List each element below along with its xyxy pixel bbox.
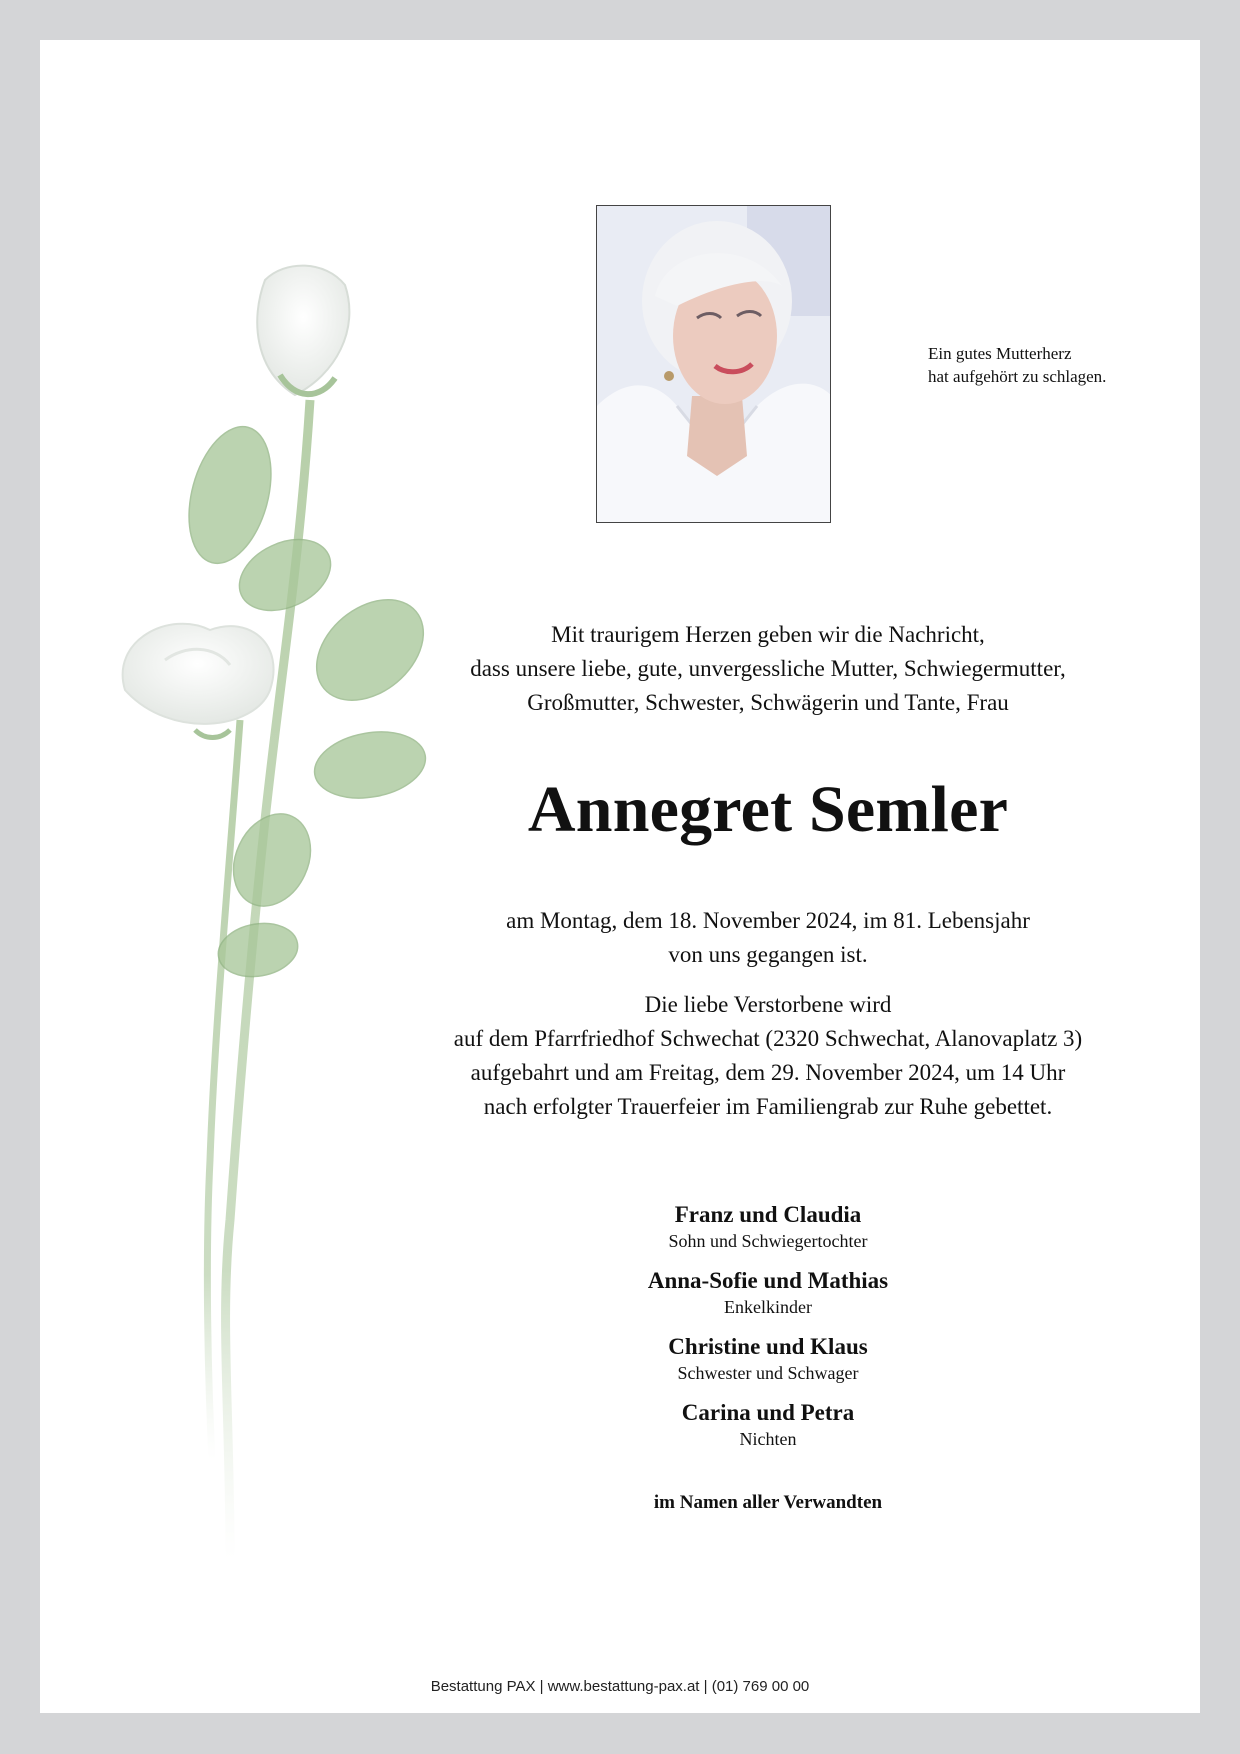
mourner-entry [400,1200,1136,1252]
mourner-entry [400,1332,1136,1384]
motto-line-1: Ein gutes Mutterherz [928,344,1072,363]
death-line-2: von uns gegangen ist. [668,942,868,967]
intro-line-2: dass unsere liebe, gute, unvergessliche Mutter, Schwiegermutter, [470,656,1066,681]
motto-line-2: hat aufgehört zu schlagen. [928,367,1107,386]
burial-line-1: Die liebe Verstorbene wird [644,992,892,1017]
mourner-relation: Nichten [739,1429,797,1449]
signoff-text: im Namen aller Verwandten [653,1492,883,1513]
rose-bloom-lower [123,624,274,738]
funeral-home-footer: Bestattung PAX | www.bestattung-pax.at | (01) 769 00 00 [430,1678,810,1695]
mourner-relation: Enkelkinder [724,1297,812,1317]
burial-paragraph [400,988,1136,1124]
mourner-relation: Sohn und Schwiegertochter [668,1231,868,1251]
intro-line-3: Großmutter, Schwester, Schwägerin und Tante, Frau [527,690,1009,715]
mourner-entry [400,1398,1136,1450]
burial-line-3: aufgebahrt und am Freitag, dem 29. November 2024, um 14 Uhr [470,1060,1066,1085]
death-line-1: am Montag, dem 18. November 2024, im 81. Lebensjahr [506,908,1030,933]
death-paragraph [400,904,1136,972]
mourner-relation: Schwester und Schwager [677,1363,859,1383]
mourner-names: Anna-Sofie und Mathias [647,1268,889,1293]
portrait-photo [596,205,831,523]
motto-text [928,342,1106,388]
rose-bud-top [257,266,349,395]
portrait-icon [597,206,831,523]
mourner-entry [400,1266,1136,1318]
burial-line-2: auf dem Pfarrfriedhof Schwechat (2320 Schwechat, Alanovaplatz 3) [453,1026,1083,1051]
mourner-names: Carina und Petra [681,1400,855,1425]
mourner-names: Franz und Claudia [674,1202,862,1227]
intro-paragraph [400,618,1136,720]
mourner-names: Christine und Klaus [668,1334,868,1359]
mourners-list [400,1200,1136,1464]
deceased-name: Annegret Semler [527,773,1009,846]
burial-line-4: nach erfolgter Trauerfeier im Familiengrab zur Ruhe gebettet. [483,1094,1053,1119]
intro-line-1: Mit traurigem Herzen geben wir die Nachricht, [551,622,985,647]
